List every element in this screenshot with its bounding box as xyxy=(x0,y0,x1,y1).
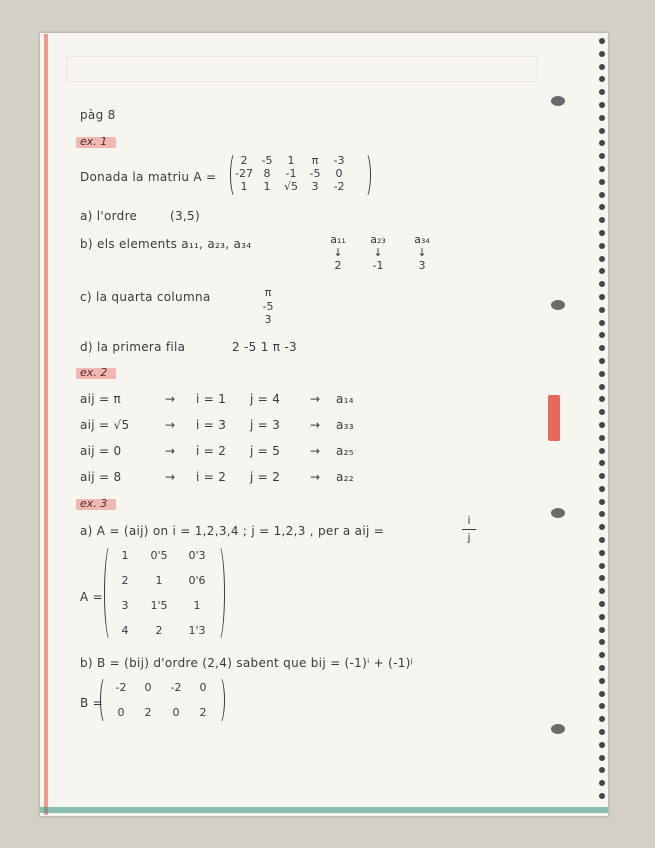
element-value: 2 xyxy=(334,259,342,272)
spiral-ring xyxy=(599,627,605,633)
ex2-j: j = 3 xyxy=(250,418,281,432)
fraction-denominator: j xyxy=(467,531,471,544)
spiral-ring xyxy=(599,204,605,210)
element-name: a₃₄ xyxy=(414,233,430,246)
punch-hole xyxy=(551,96,565,106)
spiral-ring xyxy=(599,281,605,287)
punch-hole xyxy=(551,724,565,734)
matrix-a-cell: 8 xyxy=(263,167,271,180)
ex3-b-statement: b) B = (bij) d'ordre (2,4) sabent que bij = (-1)ⁱ + (-1)ʲ xyxy=(80,656,414,670)
column-value: -5 xyxy=(262,300,274,313)
spiral-ring xyxy=(599,716,605,722)
spiral-ring xyxy=(599,384,605,390)
spiral-ring xyxy=(599,537,605,543)
spiral-ring xyxy=(599,230,605,236)
spiral-ring xyxy=(599,422,605,428)
spiral-ring xyxy=(599,652,605,658)
matrix-a-cell: -5 xyxy=(309,167,321,180)
ex2-arrow1: → xyxy=(165,418,176,432)
ex2-arrow2: → xyxy=(310,392,321,406)
ex2-res: a₂₅ xyxy=(336,444,354,458)
matrix-a2-cell: 1 xyxy=(155,574,163,587)
matrix-b-cell: -2 xyxy=(170,681,182,694)
page-tab xyxy=(548,395,560,441)
spiral-ring xyxy=(599,563,605,569)
ex2-res: a₃₃ xyxy=(336,418,354,432)
spiral-ring xyxy=(599,665,605,671)
ex2-j: j = 4 xyxy=(250,392,281,406)
matrix-a2-name: A = xyxy=(80,590,103,604)
ex3-label: ex. 3 xyxy=(80,497,108,510)
spiral-ring xyxy=(599,435,605,441)
ex2-i: i = 1 xyxy=(196,392,227,406)
matrix-b-cell: 2 xyxy=(144,706,152,719)
fraction-numerator: i xyxy=(467,514,471,527)
spiral-ring xyxy=(599,128,605,134)
ex2-res: a₁₄ xyxy=(336,392,354,406)
spiral-ring xyxy=(599,729,605,735)
ex2-arrow1: → xyxy=(165,392,176,406)
spiral-ring xyxy=(599,179,605,185)
matrix-a-cell: -1 xyxy=(285,167,297,180)
ex1-d-label: d) la primera fila xyxy=(80,340,186,354)
element-value: -1 xyxy=(372,259,384,272)
spiral-ring xyxy=(599,320,605,326)
matrix-a2-cell: 0'5 xyxy=(150,549,168,562)
ex2-i: i = 2 xyxy=(196,444,227,458)
spiral-ring xyxy=(599,268,605,274)
page-number: pàg 8 xyxy=(80,108,116,122)
ex2-lhs: aij = 0 xyxy=(80,444,122,458)
punch-hole xyxy=(551,300,565,310)
spiral-binding xyxy=(594,38,610,814)
matrix-a2-cell: 2 xyxy=(121,574,129,587)
ex2-arrow1: → xyxy=(165,444,176,458)
margin-line xyxy=(44,34,48,815)
matrix-a-cell: -3 xyxy=(333,154,345,167)
ex2-lhs: aij = √5 xyxy=(80,418,130,432)
ex1-intro: Donada la matriu A = xyxy=(80,170,217,184)
spiral-ring xyxy=(599,639,605,645)
spiral-ring xyxy=(599,51,605,57)
matrix-a2-cell: 3 xyxy=(121,599,129,612)
spiral-ring xyxy=(599,703,605,709)
ex2-i: i = 2 xyxy=(196,470,227,484)
matrix-b-cell: 0 xyxy=(199,681,207,694)
matrix-a2-cell: 2 xyxy=(155,624,163,637)
ex2-i: i = 3 xyxy=(196,418,227,432)
spiral-ring xyxy=(599,102,605,108)
spiral-ring xyxy=(599,332,605,338)
column-value: π xyxy=(264,286,272,299)
element-arrow-icon: ↓ xyxy=(373,246,383,259)
ex3-a-statement: a) A = (aij) on i = 1,2,3,4 ; j = 1,2,3 , per a aij = xyxy=(80,524,385,538)
spiral-ring xyxy=(599,358,605,364)
spiral-ring xyxy=(599,409,605,415)
matrix-a2-cell: 4 xyxy=(121,624,129,637)
spiral-ring xyxy=(599,115,605,121)
ex2-arrow2: → xyxy=(310,444,321,458)
ex1-a-value: (3,5) xyxy=(170,209,200,223)
spiral-ring xyxy=(599,166,605,172)
matrix-a-cell: 1 xyxy=(240,180,248,193)
spiral-ring xyxy=(599,76,605,82)
spiral-ring xyxy=(599,601,605,607)
spiral-ring xyxy=(599,256,605,262)
spiral-ring xyxy=(599,243,605,249)
spiral-ring xyxy=(599,780,605,786)
matrix-a2-cell: 1 xyxy=(193,599,201,612)
spiral-ring xyxy=(599,192,605,198)
column-value: 3 xyxy=(264,313,272,326)
ex2-label: ex. 2 xyxy=(80,366,108,379)
ex1-c-label: c) la quarta columna xyxy=(80,290,211,304)
matrix-b-cell: 0 xyxy=(117,706,125,719)
element-arrow-icon: ↓ xyxy=(417,246,427,259)
spiral-ring xyxy=(599,691,605,697)
matrix-a2-right-paren xyxy=(212,544,225,642)
matrix-a-cell: 2 xyxy=(240,154,248,167)
spiral-ring xyxy=(599,460,605,466)
matrix-a-cell: π xyxy=(311,154,319,167)
element-name: a₁₁ xyxy=(330,233,346,246)
fraction-bar xyxy=(462,529,476,530)
spiral-ring xyxy=(599,38,605,44)
punch-hole xyxy=(551,508,565,518)
matrix-b-right-paren xyxy=(214,676,225,724)
spiral-ring xyxy=(599,575,605,581)
matrix-a-cell: -2 xyxy=(333,180,345,193)
element-value: 3 xyxy=(418,259,426,272)
spiral-ring xyxy=(599,588,605,594)
spiral-ring xyxy=(599,345,605,351)
element-arrow-icon: ↓ xyxy=(333,246,343,259)
matrix-a-cell: -5 xyxy=(261,154,273,167)
spiral-ring xyxy=(599,793,605,799)
ex1-b-label: b) els elements a₁₁, a₂₃, a₃₄ xyxy=(80,237,252,251)
spiral-ring xyxy=(599,294,605,300)
ex2-arrow2: → xyxy=(310,418,321,432)
matrix-a-cell: √5 xyxy=(283,180,298,193)
ex1-a-label: a) l'ordre xyxy=(80,209,138,223)
spiral-ring xyxy=(599,64,605,70)
matrix-a-cell: 1 xyxy=(287,154,295,167)
spiral-ring xyxy=(599,448,605,454)
ex2-j: j = 2 xyxy=(250,470,281,484)
header-box xyxy=(66,56,538,82)
page-edge xyxy=(40,807,608,813)
ex2-res: a₂₂ xyxy=(336,470,354,484)
matrix-a2-cell: 0'6 xyxy=(188,574,206,587)
spiral-ring xyxy=(599,217,605,223)
spiral-ring xyxy=(599,486,605,492)
matrix-b-cell: -2 xyxy=(115,681,127,694)
spiral-ring xyxy=(599,755,605,761)
spiral-ring xyxy=(599,550,605,556)
matrix-a2-cell: 1 xyxy=(121,549,129,562)
spiral-ring xyxy=(599,153,605,159)
spiral-ring xyxy=(599,678,605,684)
matrix-a-cell: 1 xyxy=(263,180,271,193)
spiral-ring xyxy=(599,89,605,95)
spiral-ring xyxy=(599,473,605,479)
ex2-arrow2: → xyxy=(310,470,321,484)
spiral-ring xyxy=(599,742,605,748)
matrix-a-cell: 0 xyxy=(335,167,343,180)
spiral-ring xyxy=(599,767,605,773)
ex2-arrow1: → xyxy=(165,470,176,484)
element-name: a₂₃ xyxy=(370,233,386,246)
matrix-a2-cell: 1'3 xyxy=(188,624,206,637)
spiral-ring xyxy=(599,140,605,146)
matrix-b-cell: 0 xyxy=(144,681,152,694)
matrix-a2-cell: 0'3 xyxy=(188,549,206,562)
spiral-ring xyxy=(599,614,605,620)
spiral-ring xyxy=(599,524,605,530)
spiral-ring xyxy=(599,511,605,517)
spiral-ring xyxy=(599,307,605,313)
matrix-a2-cell: 1'5 xyxy=(150,599,168,612)
matrix-b-cell: 0 xyxy=(172,706,180,719)
ex2-lhs: aij = 8 xyxy=(80,470,122,484)
matrix-b-name: B = xyxy=(80,696,104,710)
spiral-ring xyxy=(599,396,605,402)
ex2-lhs: aij = π xyxy=(80,392,122,406)
ex2-j: j = 5 xyxy=(250,444,281,458)
spiral-ring xyxy=(599,499,605,505)
matrix-b-cell: 2 xyxy=(199,706,207,719)
spiral-ring xyxy=(599,371,605,377)
matrix-a-cell: -27 xyxy=(235,167,253,180)
matrix-a-right-paren xyxy=(360,152,371,198)
matrix-a-cell: 3 xyxy=(311,180,319,193)
ex1-label: ex. 1 xyxy=(80,135,108,148)
ex1-d-row: 2 -5 1 π -3 xyxy=(232,340,297,354)
